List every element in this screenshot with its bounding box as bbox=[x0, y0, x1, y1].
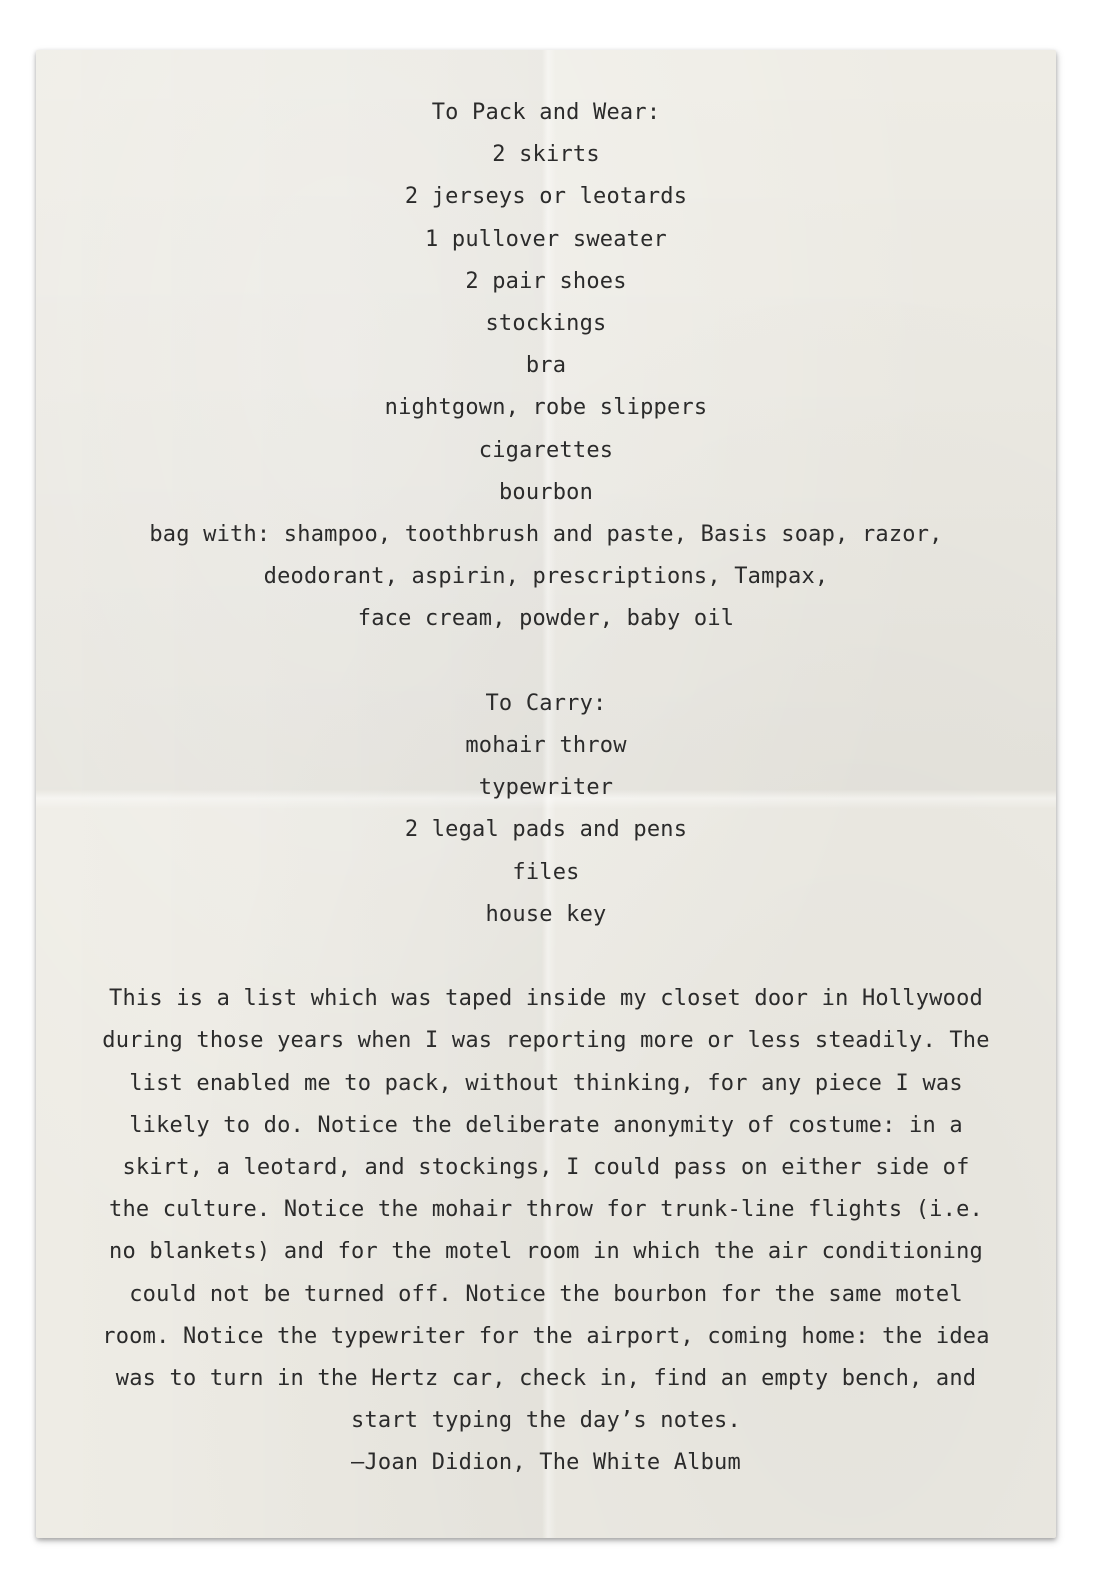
pack-item: 2 pair shoes bbox=[465, 268, 627, 294]
commentary-line: no blankets) and for the motel room in which the air conditioning bbox=[109, 1239, 983, 1265]
pack-item: deodorant, aspirin, prescriptions, Tampax, bbox=[263, 564, 829, 590]
pack-heading: To Pack and Wear: bbox=[431, 100, 661, 125]
pack-item: 1 pullover sweater bbox=[424, 226, 667, 252]
commentary-line: room. Notice the typewriter for the airport, coming home: the idea bbox=[102, 1323, 990, 1349]
pack-item: bourbon bbox=[498, 479, 594, 505]
pack-item: stockings bbox=[485, 311, 607, 337]
commentary-line: start typing the day’s notes. bbox=[351, 1408, 741, 1434]
commentary-line: the culture. Notice the mohair throw for trunk-line flights (i.e. bbox=[109, 1197, 983, 1223]
carry-item: house key bbox=[485, 901, 607, 927]
commentary-line: during those years when I was reporting more or less steadily. The bbox=[102, 1028, 990, 1054]
pack-item: 2 jerseys or leotards bbox=[404, 184, 688, 210]
carry-heading: To Carry: bbox=[485, 690, 607, 716]
pack-item: cigarettes bbox=[478, 437, 614, 463]
commentary-line: was to turn in the Hertz car, check in, find an empty bench, and bbox=[115, 1366, 977, 1392]
section-gap bbox=[36, 641, 1056, 683]
commentary-line: This is a list which was taped inside my closet door in Hollywood bbox=[109, 986, 983, 1012]
carry-item: typewriter bbox=[478, 775, 614, 801]
pack-item: 2 skirts bbox=[492, 142, 600, 168]
carry-item: mohair throw bbox=[465, 733, 627, 759]
attribution: –Joan Didion, The White Album bbox=[351, 1450, 741, 1476]
commentary-paragraph bbox=[76, 978, 1016, 1484]
carry-item: files bbox=[512, 859, 580, 885]
pack-item: nightgown, robe slippers bbox=[384, 395, 708, 421]
pack-item: bag with: shampoo, toothbrush and paste, Basis soap, razor, bbox=[149, 522, 943, 548]
commentary-line: skirt, a leotard, and stockings, I could pass on either side of bbox=[122, 1155, 970, 1181]
commentary-line: could not be turned off. Notice the bourbon for the same motel bbox=[129, 1281, 963, 1307]
section-gap bbox=[36, 936, 1056, 978]
pack-item: bra bbox=[525, 353, 567, 379]
commentary-line: list enabled me to pack, without thinking, for any piece I was bbox=[129, 1070, 963, 1096]
commentary-line: likely to do. Notice the deliberate anonymity of costume: in a bbox=[129, 1112, 963, 1138]
typed-document bbox=[36, 92, 1056, 1485]
carry-item: 2 legal pads and pens bbox=[404, 817, 688, 843]
pack-item: face cream, powder, baby oil bbox=[357, 606, 735, 632]
